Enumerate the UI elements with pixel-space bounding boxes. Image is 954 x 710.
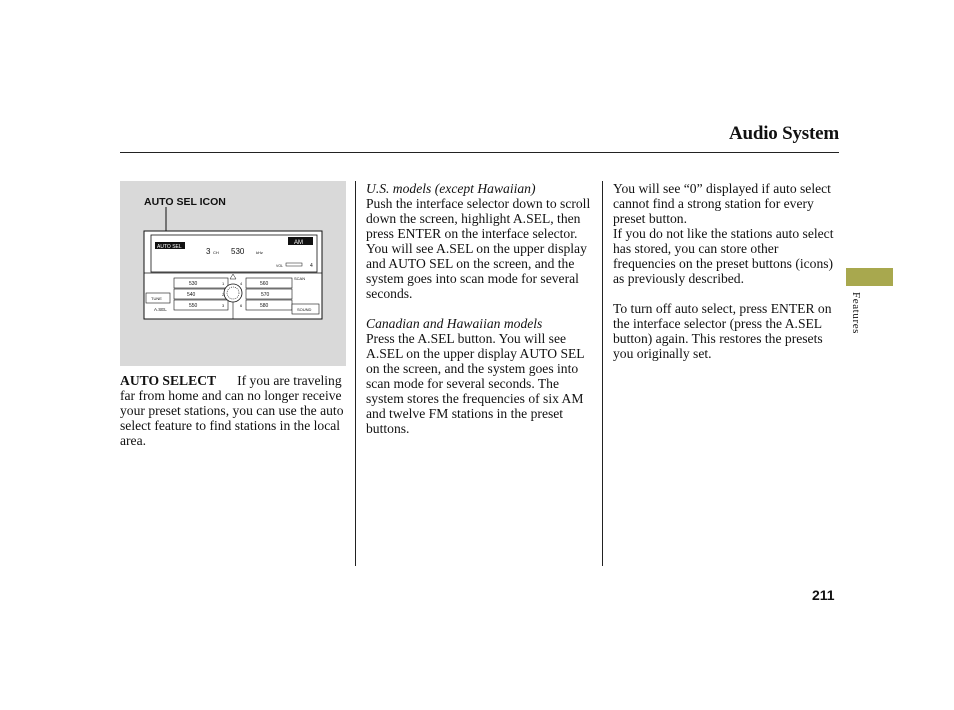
auto-sel-icon: AUTO SEL [157,244,182,250]
preset-6-number: 6 [240,303,243,308]
preset-3-value: 550 [189,303,198,309]
display-khz: kHz [256,250,263,255]
header-rule [120,152,839,153]
auto-select-body: If you are traveling far from home and can no longer receive your preset stations, you can use the auto select feature to find stations in the local area. [120,373,344,448]
radio-display-illustration [120,181,346,366]
column-divider [602,181,603,566]
us-models-paragraph: Push the interface selector down to scroll down the screen, highlight A.SEL, then press ENTER on the interface selector. You will see A.SEL on the upper display and AUTO SEL on the screen, and the system goes into scan mode for several seconds. [366,196,591,301]
scan-button: SCAN [294,276,306,281]
canadian-models-paragraph: Press the A.SEL button. You will see A.SEL on the upper display AUTO SEL on the screen, and the system goes into scan mode for several seconds. The system stores the frequencies of six AM and twelve FM stations in the preset buttons. [366,331,585,436]
us-models-subheading: U.S. models (except Hawaiian) [366,181,536,196]
display-vol: VOL [276,264,284,268]
section-tab [846,268,893,286]
asel-button: A.SEL [154,307,167,312]
display-band: AM [294,240,303,246]
column-divider [355,181,356,566]
section-label: Features [850,292,862,335]
preset-1-number: 1 [222,281,225,286]
preset-6-value: 580 [260,303,269,309]
canadian-models-subheading: Canadian and Hawaiian models [366,316,543,331]
display-vol-level: 4 [310,263,313,269]
zero-displayed-paragraph: You will see “0” displayed if auto select cannot find a strong station for every preset button. [613,181,831,226]
column-notes [613,181,843,361]
preset-1-value: 530 [189,281,198,287]
radio-display-figure [120,181,346,366]
sound-button: SOUND [297,307,312,312]
preset-3-number: 3 [222,303,225,308]
turn-off-paragraph: To turn off auto select, press ENTER on the interface selector (press the A.SEL button) again. This restores the presets you originally set. [613,301,832,361]
preset-2-number: 2 [222,292,225,297]
preset-4-value: 560 [260,281,269,287]
column-instructions [366,181,594,436]
auto-select-heading: AUTO SELECT [120,373,217,388]
display-preset-number: 3 [206,247,211,256]
tune-button: TUNE [151,296,162,301]
display-frequency: 530 [231,247,245,256]
page-title: Audio System [728,123,839,144]
display-ch: CH [213,250,219,255]
auto-sel-icon-callout: AUTO SEL ICON [144,196,226,208]
preset-4-number: 4 [240,281,243,286]
page-number: 211 [812,587,835,603]
store-other-paragraph: If you do not like the stations auto select has stored, you can store other frequencies on the preset buttons (icons) as previously described. [613,226,834,286]
preset-2-value: 540 [187,292,196,298]
column-auto-select [120,373,350,448]
preset-5-value: 570 [261,292,270,298]
